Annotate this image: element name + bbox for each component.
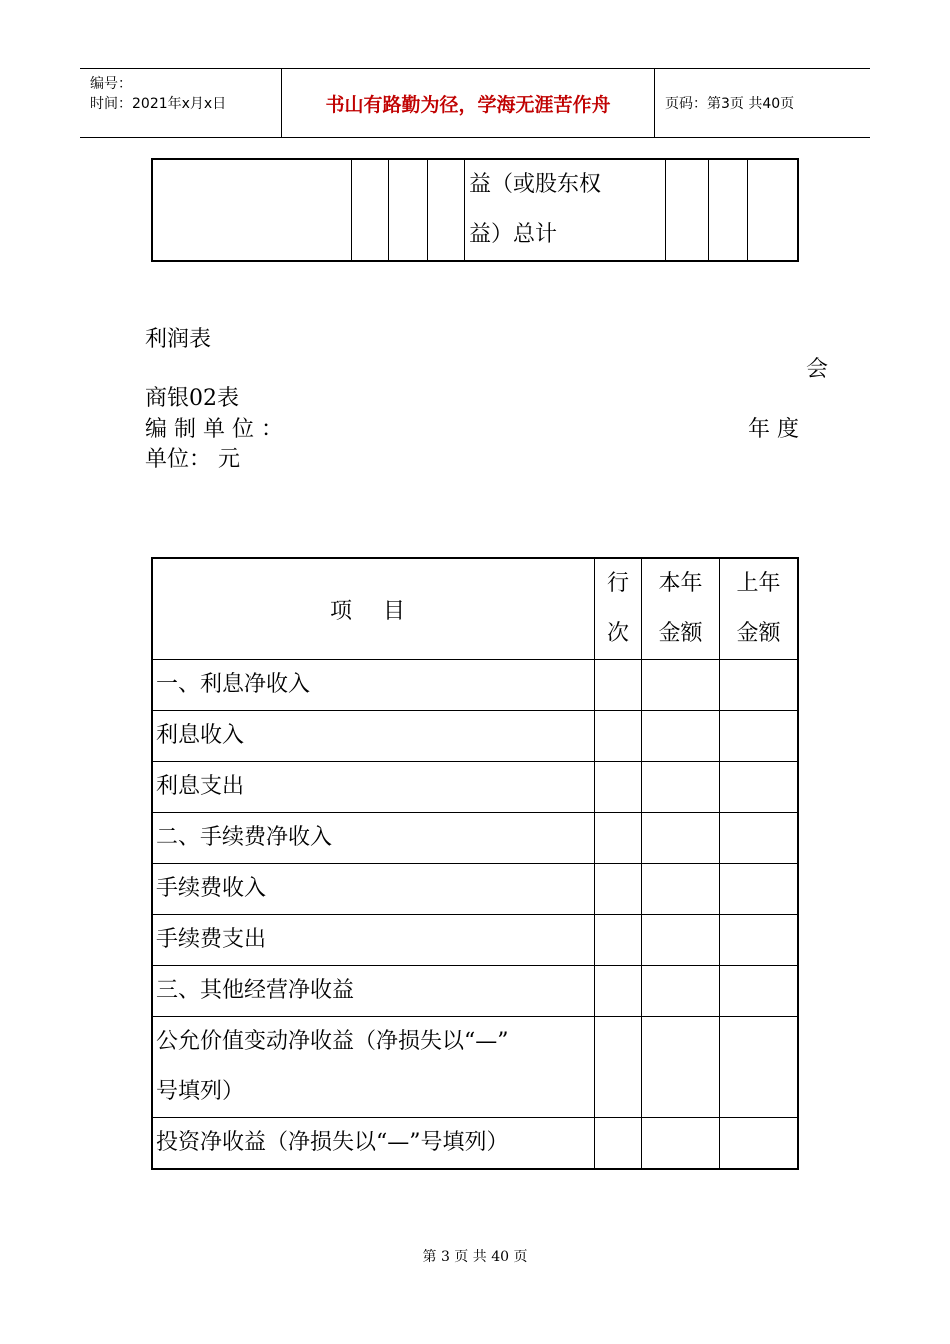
row-label: 手续费支出 <box>152 915 595 966</box>
row-label: 一、利息净收入 <box>152 660 595 711</box>
col-header-previous-year: 上年 金额 <box>720 558 799 660</box>
table-row <box>152 813 798 864</box>
preparing-unit-label: 编 制 单 位 ： <box>145 417 283 442</box>
row-label: 投资净收益（净损失以“—”号填列） <box>152 1118 595 1170</box>
balance-sheet-tail-table <box>151 158 799 262</box>
table-row <box>152 159 798 261</box>
header-motto: 书山有路勤为径，学海无涯苦作舟 <box>282 69 655 137</box>
row-label: 利息收入 <box>152 711 595 762</box>
page-header <box>80 68 870 138</box>
table-header-row <box>152 558 798 660</box>
equity-total-line1: 益（或股东权 <box>469 172 602 197</box>
equity-total-line2: 益）总计 <box>469 222 558 247</box>
table-row <box>152 1017 798 1118</box>
header-page-info: 页码：第3页 共40页 <box>665 96 795 112</box>
time-label: 时间：2021年x月x日 <box>90 96 227 112</box>
year-label: 年 度 <box>748 417 799 442</box>
table-row <box>152 660 798 711</box>
page-footer: 第 3 页 共 40 页 <box>422 1249 528 1265</box>
table-row <box>152 966 798 1017</box>
equity-total-cell <box>465 159 666 261</box>
table-row <box>152 711 798 762</box>
row-label: 公允价值变动净收益（净损失以“—” 号填列） <box>152 1017 595 1118</box>
row-label: 二、手续费净收入 <box>152 813 595 864</box>
col-header-current-year: 本年 金额 <box>642 558 720 660</box>
header-meta <box>80 69 282 137</box>
report-title: 利润表 <box>145 327 212 352</box>
number-label: 编号： <box>90 76 132 92</box>
income-statement-table <box>151 557 799 1170</box>
table-row <box>152 864 798 915</box>
table-row <box>152 762 798 813</box>
row-label: 手续费收入 <box>152 864 595 915</box>
table-row <box>152 915 798 966</box>
row-label: 利息支出 <box>152 762 595 813</box>
accounting-label: 会 <box>806 357 829 382</box>
form-code: 商银02表 <box>145 386 239 411</box>
row-label: 三、其他经营净收益 <box>152 966 595 1017</box>
col-header-row-no: 行 次 <box>595 558 642 660</box>
currency-unit: 单位： 元 <box>145 447 240 472</box>
table-row <box>152 1118 798 1170</box>
col-header-item: 项 目 <box>152 558 595 660</box>
